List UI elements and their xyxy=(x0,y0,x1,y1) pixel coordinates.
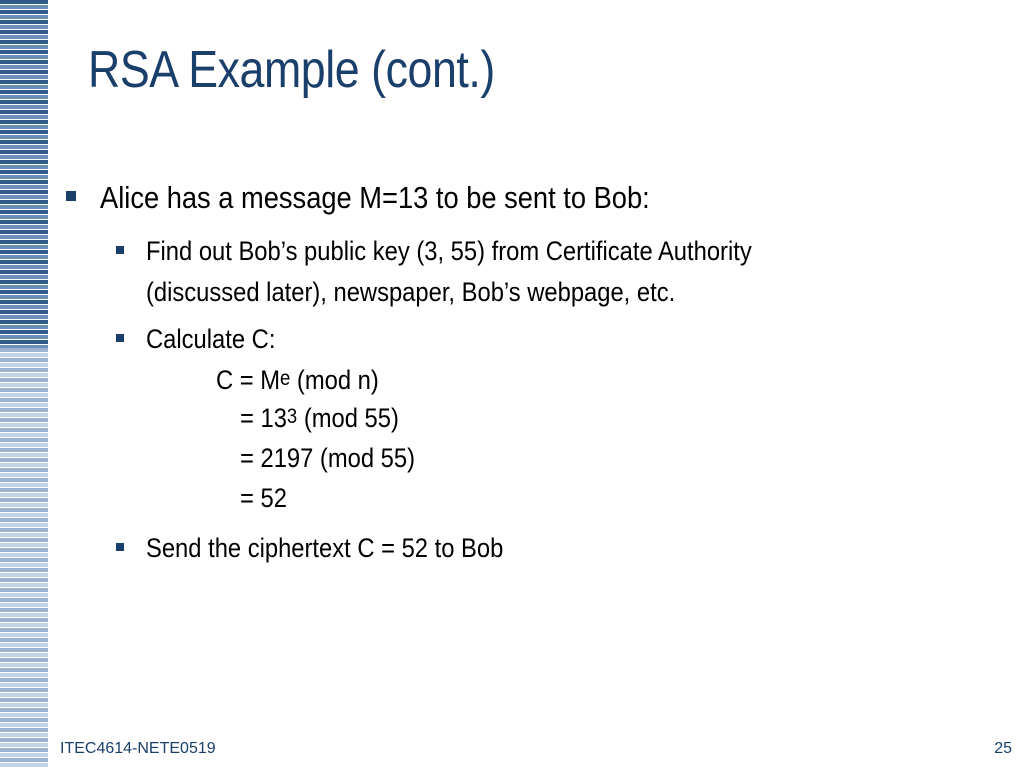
sub-bullet-1-line1: Find out Bob’s public key (3, 55) from Certificate Authority xyxy=(146,236,752,266)
bullet-square-icon xyxy=(66,191,76,201)
formula-line-2 xyxy=(240,403,399,434)
formula-line-3: = 2197 (mod 55) xyxy=(240,443,416,473)
footer-page-number: 25 xyxy=(994,740,1012,757)
decorative-side-stripe xyxy=(0,0,48,768)
formula-line-1 xyxy=(216,365,379,396)
bullet-square-icon xyxy=(116,334,124,342)
sub-bullet-1-line2: (discussed later), newspaper, Bob’s webpage, etc. xyxy=(146,277,676,307)
footer-course-code: ITEC4614-NETE0519 xyxy=(60,740,216,757)
sub-bullet-2: Calculate C: xyxy=(146,324,276,354)
slide-title: RSA Example (cont.) xyxy=(88,41,495,99)
formula-exponent: 3 xyxy=(286,405,298,428)
formula-base: = 13 xyxy=(240,403,287,433)
formula-base: C = M xyxy=(216,365,281,395)
bullet-square-icon xyxy=(116,246,124,254)
sub-bullet-3: Send the ciphertext C = 52 to Bob xyxy=(146,533,504,563)
formula-exponent: e xyxy=(280,367,291,390)
formula-line-4: = 52 xyxy=(240,483,287,513)
bullet-square-icon xyxy=(116,543,124,551)
formula-mod: (mod 55) xyxy=(303,403,399,433)
bullet-main: Alice has a message M=13 to be sent to Bob: xyxy=(100,180,650,215)
formula-mod: (mod n) xyxy=(296,365,379,395)
